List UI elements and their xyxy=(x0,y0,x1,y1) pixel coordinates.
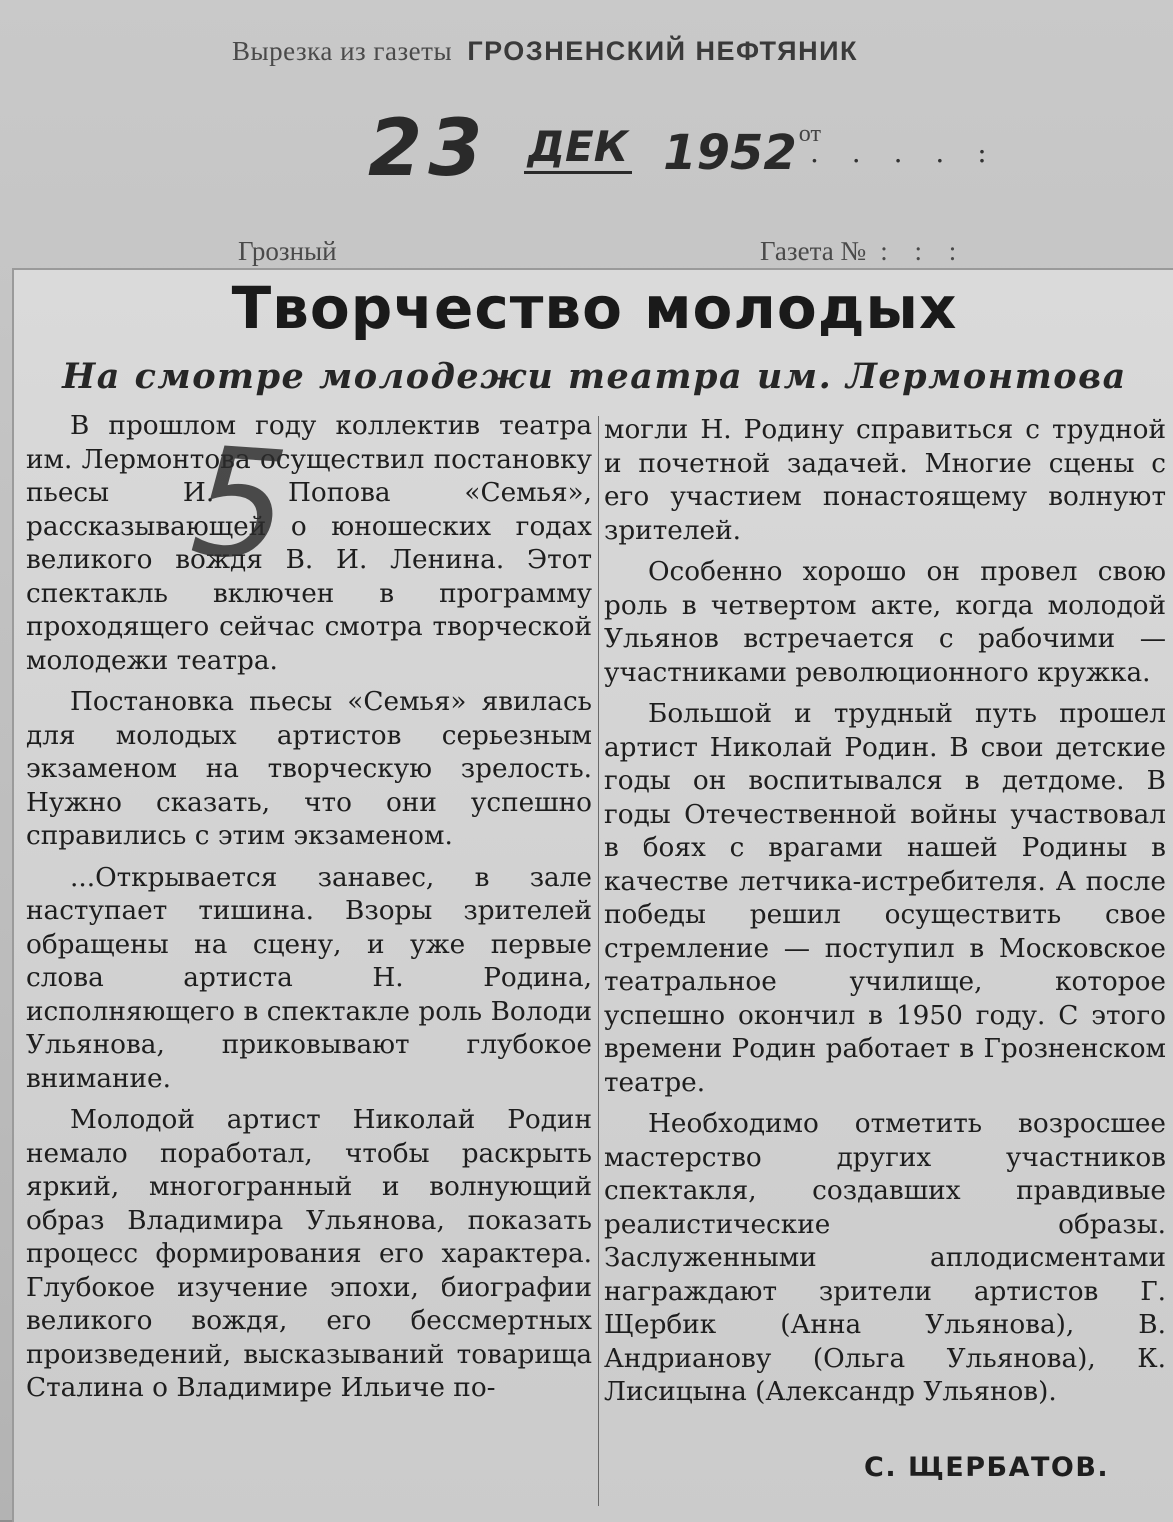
date-dots: . . . . : xyxy=(810,136,999,169)
issue-dots: : : : xyxy=(880,236,967,266)
article-paragraph: Большой и трудный путь прошел артист Николай Родин. В свои детские годы он воспитывался в детдоме. В годы Отечественной войны участвовал в боях с врагами нашей Родины в качестве летчика-истребителя. А после победы решил осуществить свое стремление — поступил в Московское театральное училище, которое успешно окончил в 1950 году. С этого времени Родин работает в Грозненском театре. xyxy=(604,699,1166,1098)
article-paragraph-continuation: могли Н. Родину справиться с трудной и почетной задачей. Многие сцены с его участием понастоящему волнуют зрителей. xyxy=(604,415,1166,546)
clipping-source-line xyxy=(232,36,1032,67)
column-divider xyxy=(598,416,599,1506)
article-column-right xyxy=(604,414,1166,1418)
date-suffix: от xyxy=(798,121,821,147)
article-title: Творчество молодых xyxy=(231,274,958,342)
date-year: 1952 xyxy=(663,125,797,181)
article-paragraph: Необходимо отметить возросшее мастерство других участников спектакля, создавших правдивые реалистические образы. Заслуженными аплодисментами награждают зрители артистов Г. Щербик (Анна Ульянова), В. Андрианову (Ольга Ульянова), К. Лисицына (Александр Ульянов). xyxy=(604,1109,1166,1407)
issue-label: Газета № xyxy=(760,236,867,266)
article-paragraph: Постановка пьесы «Семья» явилась для молодых артистов серьезным экзаменом на творческую зрелость. Нужно сказать, что они успешно справились с этим экзаменом. xyxy=(26,687,592,851)
date-month: ДЕК xyxy=(524,122,632,174)
pencil-annotation: 5 xyxy=(186,414,294,596)
newspaper-name: ГРОЗНЕНСКИЙ НЕФТЯНИК xyxy=(467,36,858,66)
article-paragraph: ...Открывается занавес, в зале наступает тишина. Взоры зрителей обращены на сцену, и уже первые слова артиста Н. Родина, исполняющего в спектакле роль Володи Ульянова, приковывают глубокое внимание. xyxy=(26,862,592,1094)
clipping-prefix: Вырезка из газеты xyxy=(232,36,453,66)
author-signature: С. ЩЕРБАТОВ. xyxy=(864,1452,1110,1483)
handwritten-date xyxy=(368,104,821,194)
city-label: Грозный xyxy=(238,236,337,266)
newspaper-clipping xyxy=(12,268,1173,1522)
date-day: 23 xyxy=(368,104,489,194)
article-column-left xyxy=(26,410,592,1414)
article-subtitle: На смотре молодежи театра им. Лермонтова xyxy=(62,356,1127,397)
article-paragraph: Молодой артист Николай Родин немало поработал, чтобы раскрыть яркий, многогранный и волнующий образ Владимира Ульянова, показать процесс формирования его характера. Глубокое изучение эпохи, биографии великого вождя, его бессмертных произведений, высказываний товарища Сталина о Владимире Ильиче по- xyxy=(26,1105,592,1403)
issue-number-label xyxy=(760,236,966,267)
article-paragraph: В прошлом году коллектив театра им. Лермонтова осуществил постановку пьесы И. Попова «Семья», рассказывающей о юношеских годах великого вождя В. И. Ленина. Этот спектакль включен в программу проходящего сейчас смотра творческой молодежи театра. xyxy=(26,411,592,676)
article-paragraph: Особенно хорошо он провел свою роль в четвертом акте, когда молодой Ульянов встречается с рабочими — участниками революционного кружка. xyxy=(604,557,1166,688)
